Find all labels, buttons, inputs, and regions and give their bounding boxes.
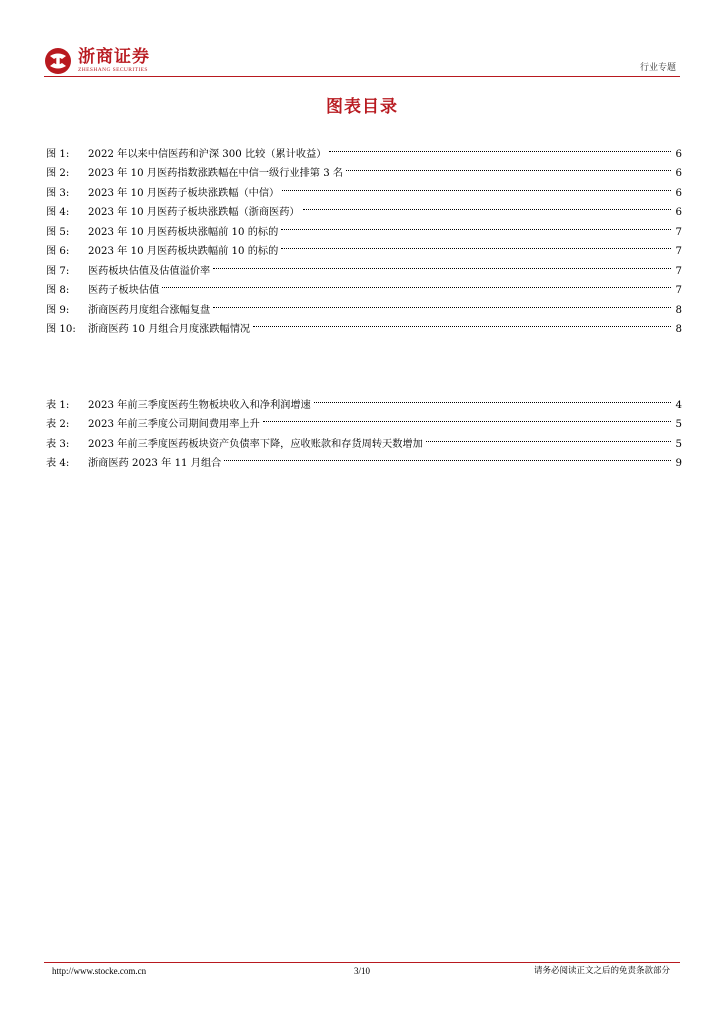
toc-entry-number: 图 10:	[46, 324, 76, 335]
toc-entry-number: 表 4:	[46, 458, 70, 469]
toc-entry-number: 图 3:	[46, 187, 70, 199]
toc-dot-leader	[346, 157, 671, 177]
toc-entry-page[interactable]: 6	[675, 148, 682, 160]
toc-entry-number: 图 2:	[46, 168, 70, 179]
toc-entry-title[interactable]: 浙商医药月度组合涨幅复盘	[88, 304, 211, 316]
toc-entry-number: 图 4:	[46, 207, 70, 218]
toc-entry-title[interactable]: 2023 年前三季度医药生物板块收入和净利润增速	[88, 399, 311, 411]
toc-entry-number: 图 1:	[46, 148, 70, 160]
toc-dot-leader	[213, 254, 671, 274]
disclaimer-note: 请务必阅读正文之后的免责条款部分	[533, 966, 670, 976]
toc-entry-title[interactable]: 浙商医药 2023 年 11 月组合	[88, 458, 222, 469]
toc-entry-title[interactable]: 2023 年 10 月医药指数涨跌幅在中信一级行业排第 3 名	[88, 168, 344, 179]
toc-entry-number: 图 7:	[46, 265, 70, 277]
toc-entry-page[interactable]: 5	[675, 438, 682, 450]
toc-dot-leader	[213, 293, 671, 313]
toc-entry-page[interactable]: 8	[675, 324, 682, 335]
toc-entry-title[interactable]: 2023 年 10 月医药板块跌幅前 10 的标的	[88, 246, 279, 257]
toc-dot-leader	[303, 196, 671, 216]
toc-entry-title[interactable]: 2023 年 10 月医药子板块涨跌幅（中信）	[88, 187, 280, 199]
toc-dot-leader	[329, 137, 671, 157]
toc-entry[interactable]	[46, 137, 682, 160]
toc-entry-page[interactable]: 9	[675, 458, 682, 469]
toc-dot-leader	[263, 408, 671, 428]
table-index-list	[46, 388, 682, 469]
toc-dot-leader	[426, 427, 671, 447]
toc-entry-title[interactable]: 2022 年以来中信医药和沪深 300 比较（累计收益）	[88, 148, 327, 160]
toc-entry-page[interactable]: 4	[675, 399, 682, 411]
toc-dot-leader	[314, 388, 671, 408]
toc-entry-number: 表 2:	[46, 419, 70, 430]
figure-index-list	[46, 137, 682, 335]
toc-title: 图表目录	[326, 97, 398, 117]
toc-entry-title[interactable]: 2023 年前三季度公司期间费用率上升	[88, 419, 260, 430]
toc-dot-leader	[253, 313, 671, 333]
toc-entry-title[interactable]: 浙商医药 10 月组合月度涨跌幅情况	[88, 324, 251, 335]
company-logo	[44, 44, 150, 78]
toc-entry-title[interactable]: 2023 年 10 月医药板块涨幅前 10 的标的	[88, 226, 279, 238]
toc-entry-number: 表 3:	[46, 438, 70, 450]
toc-entry-page[interactable]: 6	[675, 207, 682, 218]
toc-dot-leader	[162, 274, 671, 294]
toc-entry-title[interactable]: 医药板块估值及估值溢价率	[88, 265, 211, 277]
toc-entry-title[interactable]: 2023 年 10 月医药子板块涨跌幅（浙商医药）	[88, 207, 300, 218]
toc-dot-leader	[224, 447, 671, 467]
toc-entry-number: 图 9:	[46, 304, 70, 316]
toc-dot-leader	[281, 235, 671, 255]
website-link[interactable]: http://www.stocke.com.cn	[52, 966, 147, 976]
toc-entry-number: 图 8:	[46, 285, 70, 296]
logo-name-en: ZHESHANG SECURITIES	[78, 67, 148, 73]
toc-entry-page[interactable]: 8	[675, 304, 682, 316]
zheshang-logo-icon	[44, 47, 72, 75]
toc-entry-number: 图 6:	[46, 246, 70, 257]
logo-name-cn: 浙商证券	[78, 47, 150, 67]
toc-entry-page[interactable]: 7	[675, 226, 682, 238]
toc-entry-number: 图 5:	[46, 226, 70, 238]
toc-entry-title[interactable]: 2023 年前三季度医药板块资产负债率下降，应收账款和存货周转天数增加	[88, 438, 423, 450]
toc-entry-page[interactable]: 7	[675, 285, 682, 296]
logo-text	[78, 48, 150, 74]
toc-dot-leader	[282, 176, 671, 196]
toc-entry-page[interactable]: 6	[675, 168, 682, 179]
page-footer	[44, 964, 680, 978]
toc-entry-page[interactable]: 5	[675, 419, 682, 430]
page-number: 3/10	[353, 966, 370, 976]
footer-divider	[44, 962, 680, 963]
page-header	[44, 44, 680, 78]
toc-entry-page[interactable]: 7	[675, 246, 682, 257]
toc-entry-page[interactable]: 6	[675, 187, 682, 199]
toc-entry[interactable]	[46, 388, 682, 411]
document-type-label: 行业专题	[639, 63, 676, 73]
toc-entry-number: 表 1:	[46, 399, 70, 411]
toc-entry-page[interactable]: 7	[675, 265, 682, 277]
toc-entry-title[interactable]: 医药子板块估值	[88, 285, 160, 296]
toc-dot-leader	[281, 215, 671, 235]
header-divider	[44, 76, 680, 77]
